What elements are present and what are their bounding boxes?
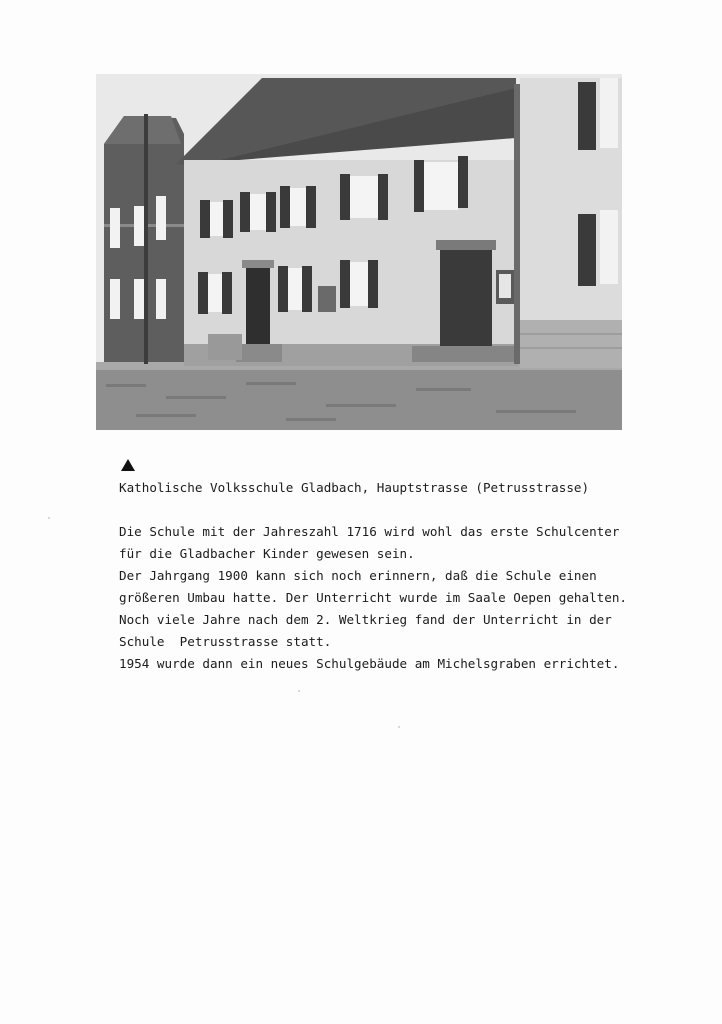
body-line: Der Jahrgang 1900 kann sich noch erinnern, daß die Schule einen — [119, 568, 597, 583]
body-text — [119, 521, 627, 675]
body-line: für die Gladbacher Kinder gewesen sein. — [119, 546, 415, 561]
body-line: Noch viele Jahre nach dem 2. Weltkrieg fand der Unterricht in der — [119, 612, 612, 627]
photo-caption: Katholische Volksschule Gladbach, Hauptstrasse (Petrusstrasse) — [119, 480, 590, 495]
body-line: Die Schule mit der Jahreszahl 1716 wird wohl das erste Schulcenter — [119, 524, 620, 539]
school-building-photo — [96, 74, 622, 430]
body-line: Schule Petrusstrasse statt. — [119, 634, 332, 649]
scan-speck — [48, 517, 50, 519]
body-line: 1954 wurde dann ein neues Schulgebäude am Michelsgraben errichtet. — [119, 656, 620, 671]
body-line: größeren Umbau hatte. Der Unterricht wurde im Saale Oepen gehalten. — [119, 590, 627, 605]
scan-speck — [298, 690, 300, 692]
scan-speck — [398, 726, 400, 728]
triangle-up-icon — [121, 459, 135, 471]
